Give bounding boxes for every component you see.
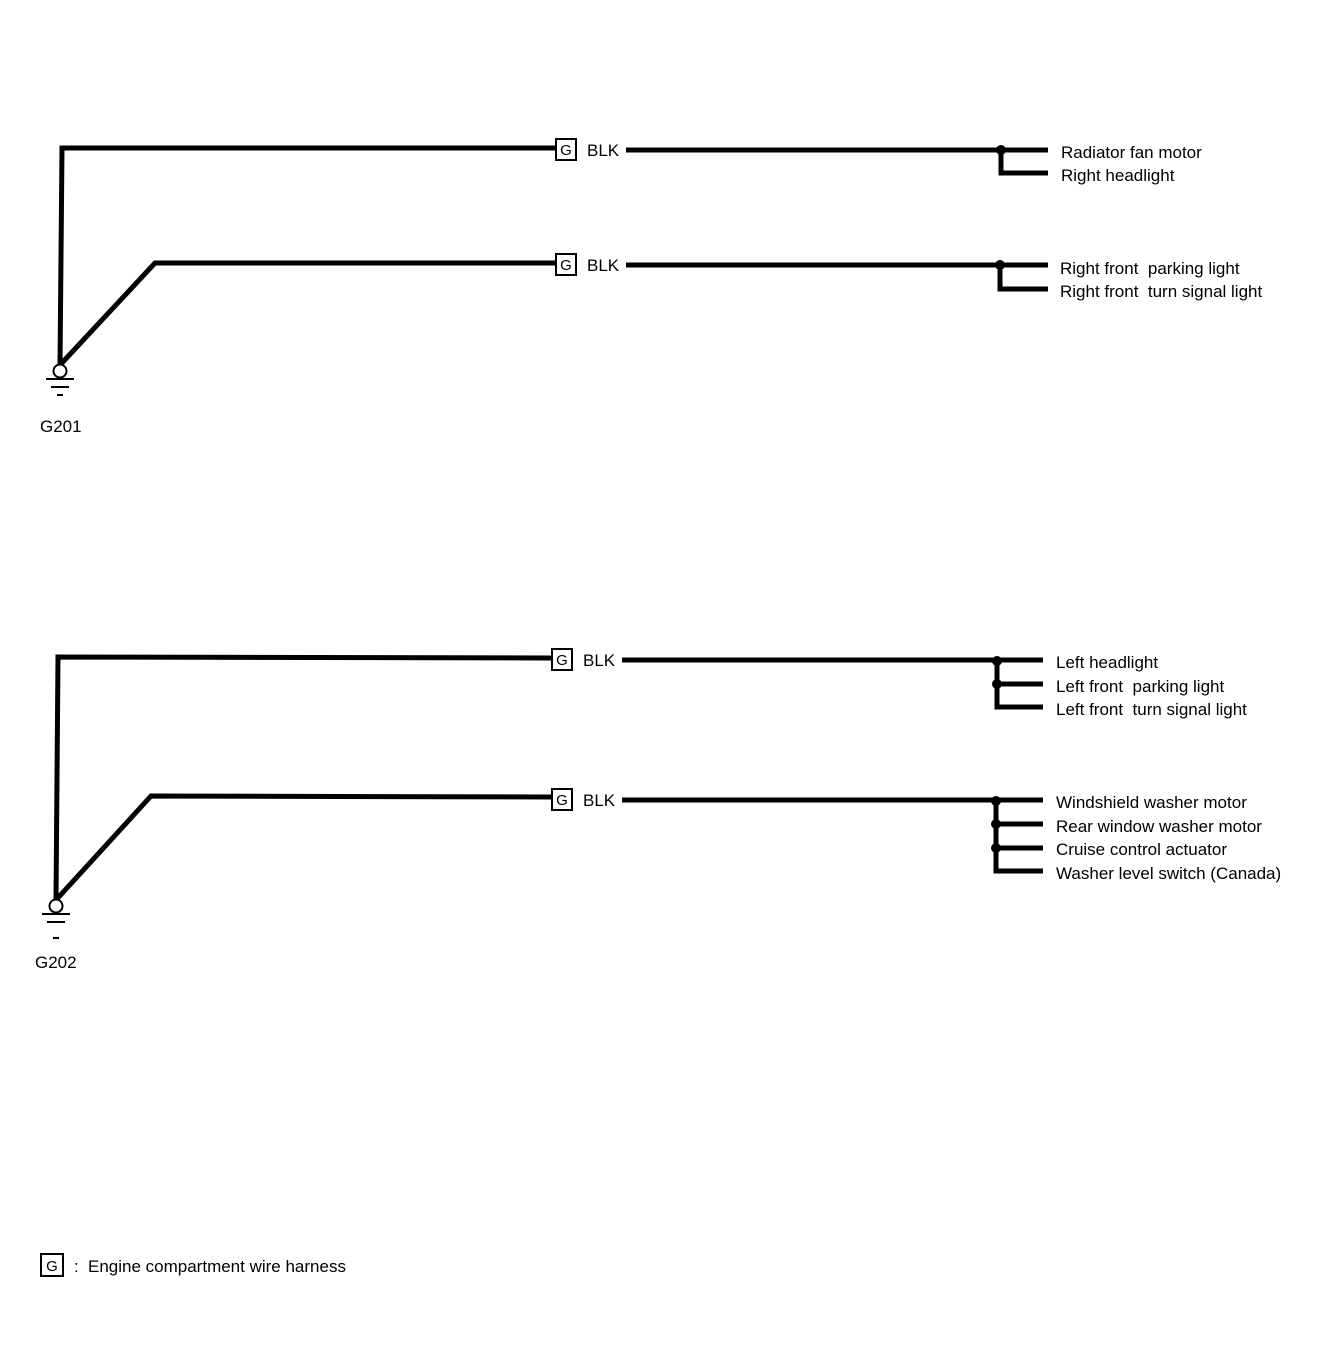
- ground-symbol-icon: [42, 900, 70, 939]
- g202-wire-1-splice: [992, 656, 1043, 707]
- load-label: Cruise control actuator: [1056, 840, 1228, 859]
- g202-wire-2-connector: [552, 789, 572, 810]
- load-label: Right front turn signal light: [1060, 282, 1263, 301]
- legend-separator: :: [74, 1257, 79, 1276]
- g202-wire-2: [56, 796, 552, 900]
- connector-code-label: G: [560, 257, 572, 274]
- g202-wire-1-color: BLK: [583, 651, 616, 670]
- load-label: Right headlight: [1061, 166, 1175, 185]
- ground-circuit-g201: [40, 139, 1262, 436]
- g201-wire-1-color: BLK: [587, 141, 620, 160]
- legend-code: G: [46, 1258, 58, 1275]
- legend: [41, 1254, 346, 1276]
- g202-wire-2-color: BLK: [583, 791, 616, 810]
- legend-text: Engine compartment wire harness: [88, 1257, 346, 1276]
- load-label: Left front parking light: [1056, 677, 1225, 696]
- load-label: Right front parking light: [1060, 259, 1240, 278]
- load-label: Windshield washer motor: [1056, 793, 1247, 812]
- ground-circuit-g202: [35, 649, 1281, 972]
- load-label: Left headlight: [1056, 653, 1159, 672]
- connector-code-label: G: [560, 142, 572, 159]
- connector-code-label: G: [556, 652, 568, 669]
- load-label: Radiator fan motor: [1061, 143, 1202, 162]
- ground-symbol-icon: [46, 365, 74, 396]
- ground-id-label: G201: [40, 417, 82, 436]
- g202-wire-1: [56, 657, 552, 900]
- load-label: Left front turn signal light: [1056, 700, 1247, 719]
- g201-wire-1-connector: [556, 139, 576, 160]
- g201-wire-2: [60, 263, 556, 365]
- load-label: Rear window washer motor: [1056, 817, 1262, 836]
- ground-id-label: G202: [35, 953, 77, 972]
- g201-wire-2-connector: [556, 254, 576, 275]
- connector-code-label: G: [556, 792, 568, 809]
- load-label: Washer level switch (Canada): [1056, 864, 1282, 883]
- g202-wire-2-splice: [991, 796, 1043, 871]
- g201-wire-2-color: BLK: [587, 256, 620, 275]
- g202-wire-1-connector: [552, 649, 572, 670]
- g201-wire-1: [60, 148, 556, 365]
